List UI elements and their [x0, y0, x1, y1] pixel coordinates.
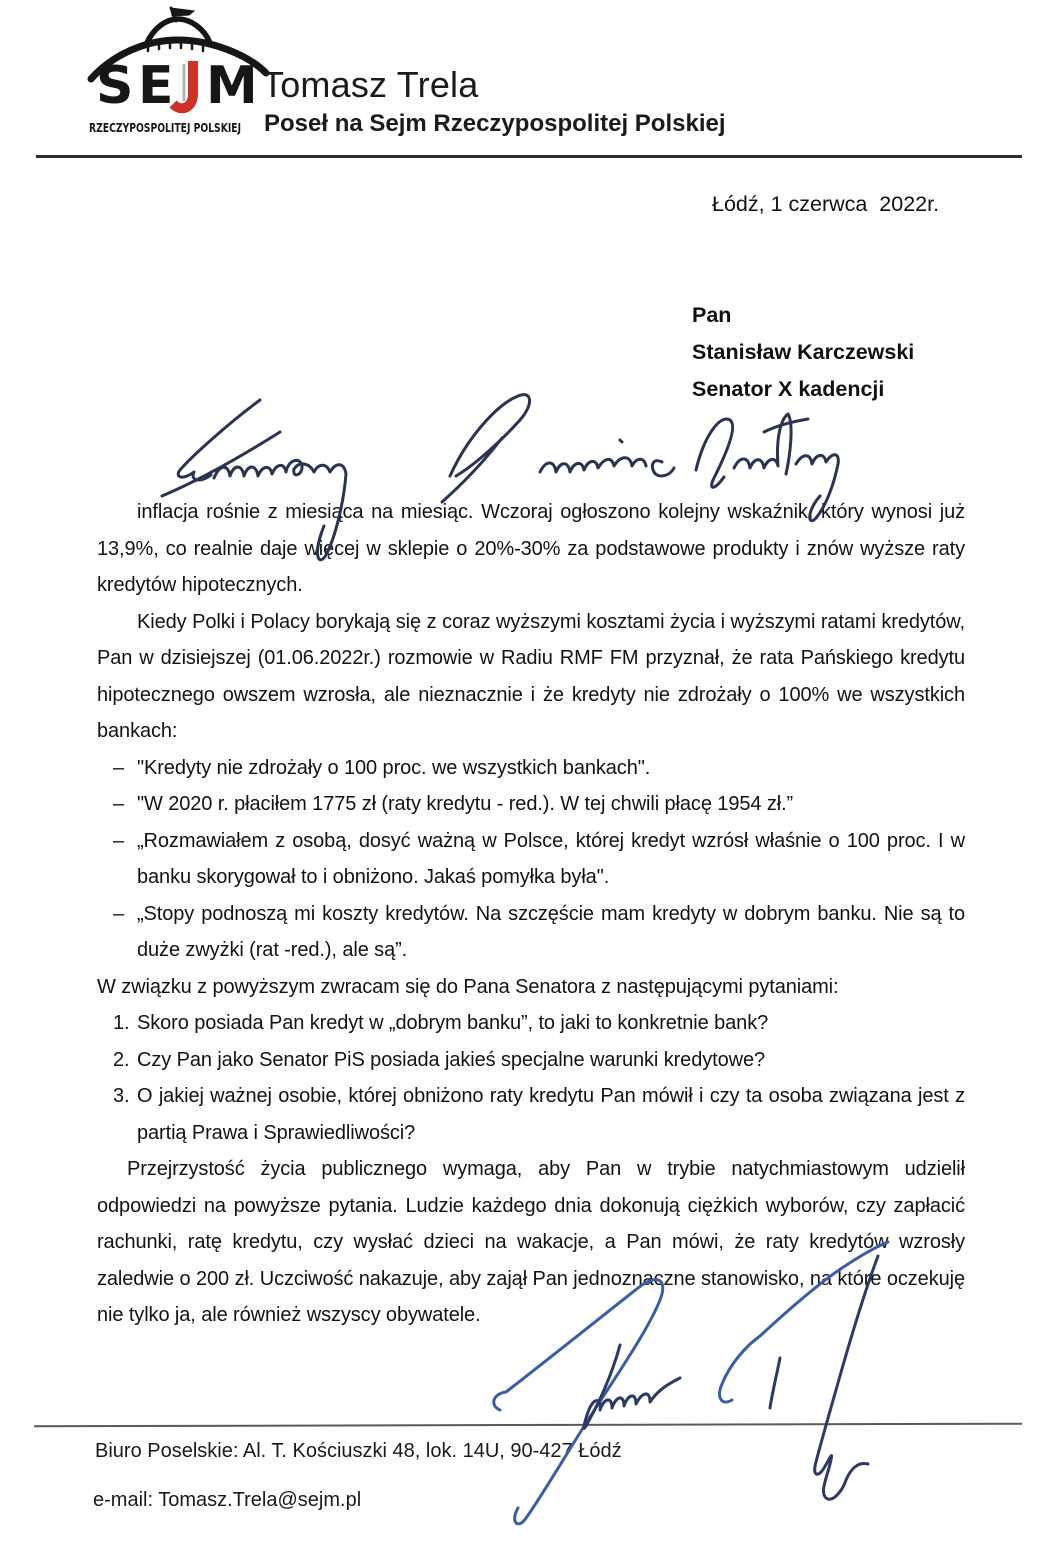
logo-caption: RZECZYPOSPOLITEJ POLSKIEJ: [89, 120, 241, 135]
addressee-salutation: Pan: [692, 303, 732, 327]
question-list: [97, 1005, 965, 1151]
quote-dash-marker: –: [113, 793, 125, 815]
question-item: [97, 1042, 965, 1079]
footer-email: e-mail: Tomasz.Trela@sejm.pl: [93, 1489, 362, 1511]
question-item: [97, 1078, 965, 1151]
paragraph-inflation: inflacja rośnie z miesiąca na miesiąc. Wczoraj ogłoszono kolejny wskaźnik, który wynosi już 13,9%, co realnie daje więcej w sklepie o 20%-30% za podstawowe produkty i znów wyższe raty kredytów hipotecznych.: [97, 501, 965, 596]
header-divider: [36, 155, 1022, 158]
quote-dash-marker: –: [113, 756, 125, 779]
question-text: Czy Pan jako Senator PiS posiada jakieś specjalne warunki kredytowe?: [137, 1048, 765, 1071]
quote-text: „Rozmawiałem z osobą, dosyć ważną w Polsce, której kredyt wzrósł właśnie o 100 proc. I w banku skorygował to i obniżono. Jakaś pomyłka była".: [137, 829, 965, 888]
closing-paragraph: Przejrzystość życia publicznego wymaga, aby Pan w trybie natychmiastowym udzielił odpowiedzi na powyższe pytania. Ludzie każdego dnia dokonują ciężkich wyborów, czy zapłacić rachunki, ratę kredytu, czy wysłać dzieci na wakacje, a Pan mówi, że raty kredytów wzrosły zaledwie o 200 zł. Uczciwość nakazuje, aby zajął Pan jednoznaczne stanowisko, na które oczekuję nie tylko ja, ale również wszyscy obywatele.: [97, 1158, 965, 1326]
quote-dash-marker: –: [113, 829, 125, 852]
lead-in-sentence: W związku z powyższym zwracam się do Pana Senatora z następującymi pytaniami:: [97, 975, 839, 998]
handwritten-greeting-ink: [148, 380, 848, 525]
header-role: Poseł na Sejm Rzeczypospolitej Polskiej: [264, 110, 726, 137]
quote-item: [97, 823, 965, 896]
addressee-title: Senator X kadencji: [692, 377, 885, 401]
dateline: Łódź, 1 czerwca 2022r.: [712, 192, 940, 216]
question-number: 3.: [113, 1085, 130, 1107]
logo-letter-e: E: [138, 56, 174, 116]
sejm-logo: [86, 6, 274, 144]
quote-text: „Stopy podnoszą mi koszty kredytów. Na szczęście mam kredyty w dobrym banku. Nie są to duże zwyżki (rat -red.), ale są”.: [137, 902, 965, 961]
question-item: [97, 1005, 965, 1042]
quote-item: [97, 750, 965, 787]
handwritten-signature-ink: [470, 1240, 910, 1558]
quote-item: [97, 786, 965, 823]
quote-dash-marker: –: [113, 902, 125, 925]
footer-office-address: Biuro Poselskie: Al. T. Kościuszki 48, lok. 14U, 90-427 Łódź: [95, 1440, 622, 1462]
letter-body: [97, 494, 965, 1334]
paragraph-radio-interview: Kiedy Polki i Polacy borykają się z coraz wyższymi kosztami życia i wyższymi ratami kredytów, Pan w dzisiejszej (01.06.2022r.) rozmowie w Radiu RMF FM przyznał, że rata Pańskiego kredytu hipotecznego owszem wzrosła, ale nieznacznie i że kredyty nie zdrożały o 100% we wszystkich bankach:: [97, 610, 965, 742]
question-text: Skoro posiada Pan kredyt w „dobrym banku”, to jaki to konkretnie bank?: [137, 1012, 769, 1034]
addressee-name: Stanisław Karczewski: [692, 340, 915, 364]
logo-letter-s: S: [96, 56, 134, 116]
header-name: Tomasz Trela: [262, 64, 479, 105]
quote-item: [97, 896, 965, 969]
quote-text: "Kredyty nie zdrożały o 100 proc. we wszystkich bankach".: [137, 756, 651, 779]
quote-text: "W 2020 r. płaciłem 1775 zł (raty kredytu - red.). W tej chwili płacę 1954 zł.”: [137, 793, 794, 815]
question-text: O jakiej ważnej osobie, której obniżono raty kredytu Pan mówił i czy ta osoba związana jest z partią Prawa i Sprawiedliwości?: [137, 1085, 965, 1144]
quote-list: [97, 750, 965, 969]
logo-letter-m: M: [206, 56, 258, 116]
question-number: 1.: [113, 1012, 130, 1034]
question-number: 2.: [113, 1048, 130, 1071]
